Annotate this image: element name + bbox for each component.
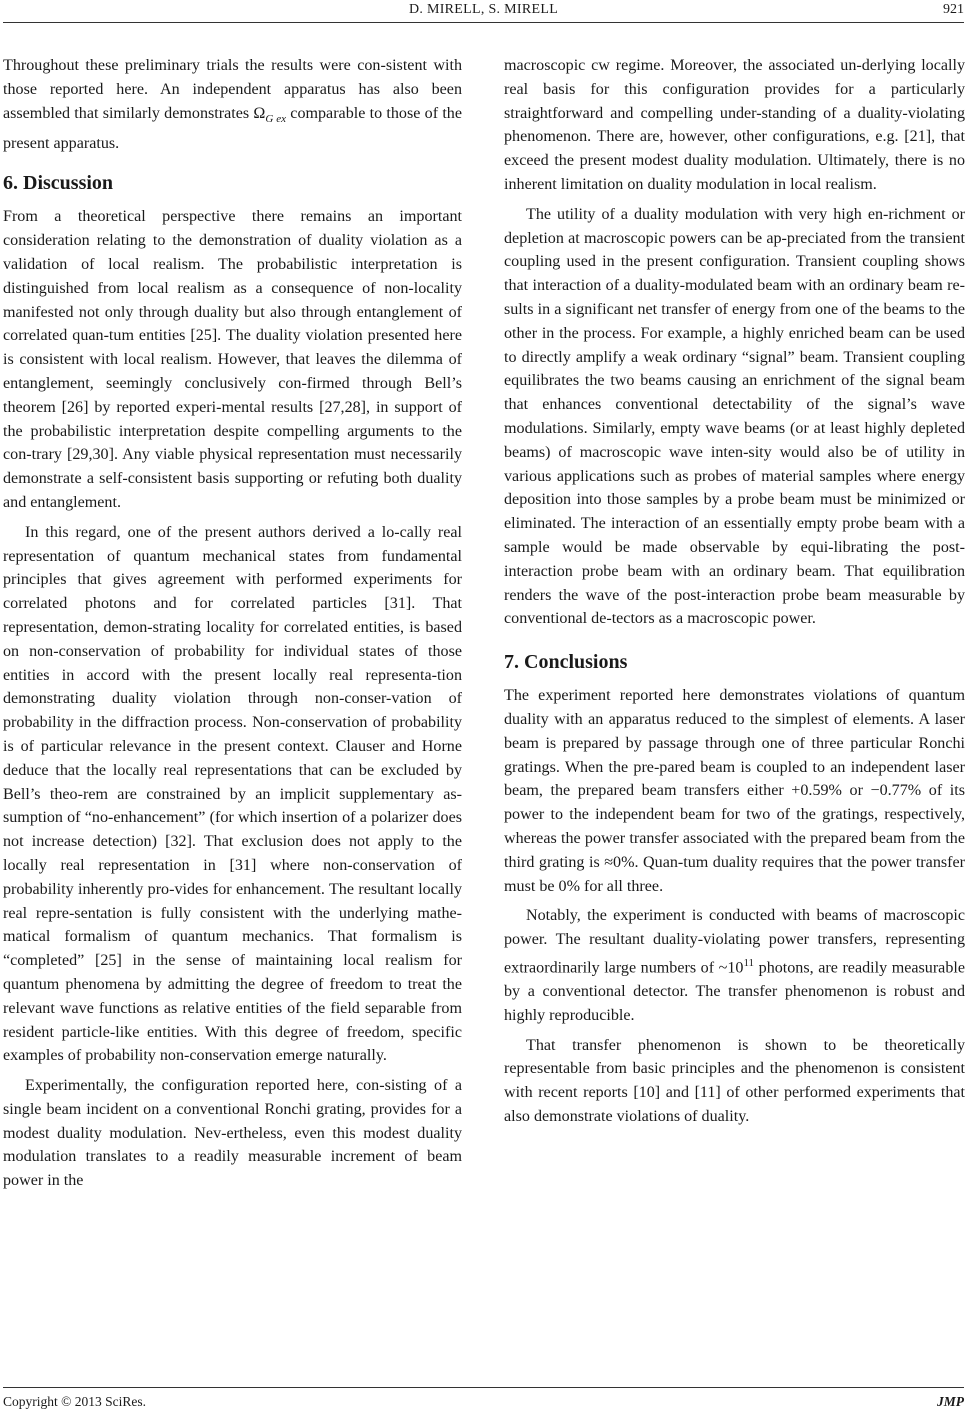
discussion-paragraph-1: From a theoretical perspective there remains an important consideration relating to the demonstration of duality violation as a validation of local realism. The probabilistic interpretation is distinguished from local realism as a consequence of non-locality manifested not only through duality but also through entanglement of correlated quan-tum entities [25]. The duality violation presented here is consistent with local realism. However, that leaves the dilemma of entanglement, seemingly conclusively con-firmed through Bell’s theorem [26] by reported experi-mental results [27,28], in support of the probabilistic interpretation despite compelling arguments to the con-trary [29,30]. Any viable physical representation must necessarily demonstrate a self-consistent basis supporting or refuting both duality and entanglement. xyxy=(3,208,462,511)
copyright-notice: Copyright © 2013 SciRes. xyxy=(3,1394,147,1409)
conclusions-paragraph-3: That transfer phenomenon is shown to be theoretically representable from basic principles and the phenomenon is consistent with recent reports [10] and [11] of other performed experiments that also demonstrate violations of duality. xyxy=(504,1036,965,1126)
journal-abbreviation: JMP xyxy=(937,1394,964,1409)
exponent-superscript: 11 xyxy=(743,956,755,969)
omega-subscript: G ex xyxy=(265,112,287,125)
page-number: 921 xyxy=(943,2,964,17)
conclusions-heading: 7. Conclusions xyxy=(504,651,628,674)
conclusions-p2-text: Notably, the experiment is conducted with beams of macroscopic power. The resultant duality-violating power transfers, representing extraordinarily large numbers of ~10 xyxy=(504,907,965,977)
conclusions-paragraph-1: The experiment reported here demonstrates violations of quantum duality with an apparatus reduced to the simplest of elements. A laser beam is prepared by passage through one of three particular Ronchi gratings. When the pre-pared beam is coupled to an independent laser beam, the prepared beam transfers either +0.59% or −0.77% of its power to the independent beam for two of the gratings, respectively, whereas the power transfer associated with the prepared beam from the third grating is ≈0%. Quan-tum duality requires that the power transfer must be 0% for all three. xyxy=(504,687,965,895)
running-header-authors: D. MIRELL, S. MIRELL xyxy=(408,2,559,17)
discussion-paragraph-2: In this regard, one of the present authors derived a lo-cally real representation of quantum mechanical states from fundamental principles that gives agreement with performed experiments for correlated photons and for correlated particles [31]. That representation, demon-strating locality for correlated entities, is based on non-conservation of probability for individual states of those entities in accord with the present locally real representa-tion demonstrating duality violation through non-conser-vation of probability in the diffraction process. Non-conservation of probability is of particular relevance in the present context. Clauser and Horne deduce that the locally real representations that can be excluded by Bell’s theo-rem are constrained by an implicit supplementary as-sumption of “no-enhancement” (for which insertion of a polarizer does not increase detection) [32]. That exclusion does not apply to the locally real representation in [31] where non-conservation of probability inherently pro-vides for enhancement. The resultant locally real repre-sentation is fully consistent with the underlying mathe-matical formalism of quantum mechanics. That formalism is “completed” [25] in the sense of maintaining local realism for quantum phenomena by admitting the degree of freedom to treat the relevant wave functions as relative entities of the field separable from resident particle-like entities. With this degree of freedom, specific examples of probability non-conservation emerge naturally. xyxy=(3,523,462,1065)
header-rule xyxy=(3,22,964,23)
discussion-paragraph-3-continued: macroscopic cw regime. Moreover, the associated un-derlying locally real basis for this configuration provides for a particularly straightforward and compelling under-standing of a duality-violating phenomenon. There are, however, other configurations, e.g. [21], that exceed the present modest duality modulation. Ultimately, there is no inherent limitation on duality modulation in local realism. xyxy=(504,57,965,193)
discussion-heading: 6. Discussion xyxy=(3,172,114,195)
discussion-paragraph-4: The utility of a duality modulation with very high en-richment or depletion at macroscopic powers can be ap-preciated from the transient coupling used in the present configuration. Transient coupling shows that interaction of a duality-modulated beam with an ordinary beam re-sults in a significant net transfer of energy from one of the beams to the other in the process. For example, a highly enriched beam can be used to directly amplify a weak ordinary “signal” beam. Transient coupling equilibrates the two beams causing an enrichment of the signal beam that enhances conventional detectability of the signal’s wave modulations. Similarly, empty wave beams (or at least highly depleted beams) of macroscopic wave inten-sity would also be of utility in various applications such as probes of material samples where energy deposition into those samples by a probe beam must be minimized or eliminated. The interaction of an essentially empty probe beam with a sample would be made observable by equi-librating the post-interaction probe beam with an ordinary beam. That equilibration renders the wave of the post-interaction probe beam measurable by conventional de-tectors as a macroscopic power. xyxy=(504,205,965,628)
conclusions-paragraph-2 xyxy=(504,904,965,1027)
running-header xyxy=(0,0,967,20)
footer-rule xyxy=(3,1387,964,1388)
discussion-paragraph-3: Experimentally, the configuration reported here, con-sisting of a single beam incident on a conventional Ronchi grating, provides for a modest duality modulation. Nev-ertheless, even this modest duality modulation translates to a readily measurable increment of beam power in the xyxy=(3,1077,462,1190)
intro-text: Throughout these preliminary trials the results were con-sistent with those reported here. An independent apparatus has also been assembled that similarly demonstrates Ω xyxy=(3,57,462,122)
intro-text-tail: comparable to those of the present apparatus. xyxy=(3,104,462,152)
right-column xyxy=(504,54,965,1129)
left-column xyxy=(3,54,462,1193)
intro-paragraph xyxy=(3,54,462,155)
conclusions-p2-text-tail: photons, are readily measurable by a conventional detector. The transfer phenomenon is robust and highly reproducible. xyxy=(504,959,965,1024)
